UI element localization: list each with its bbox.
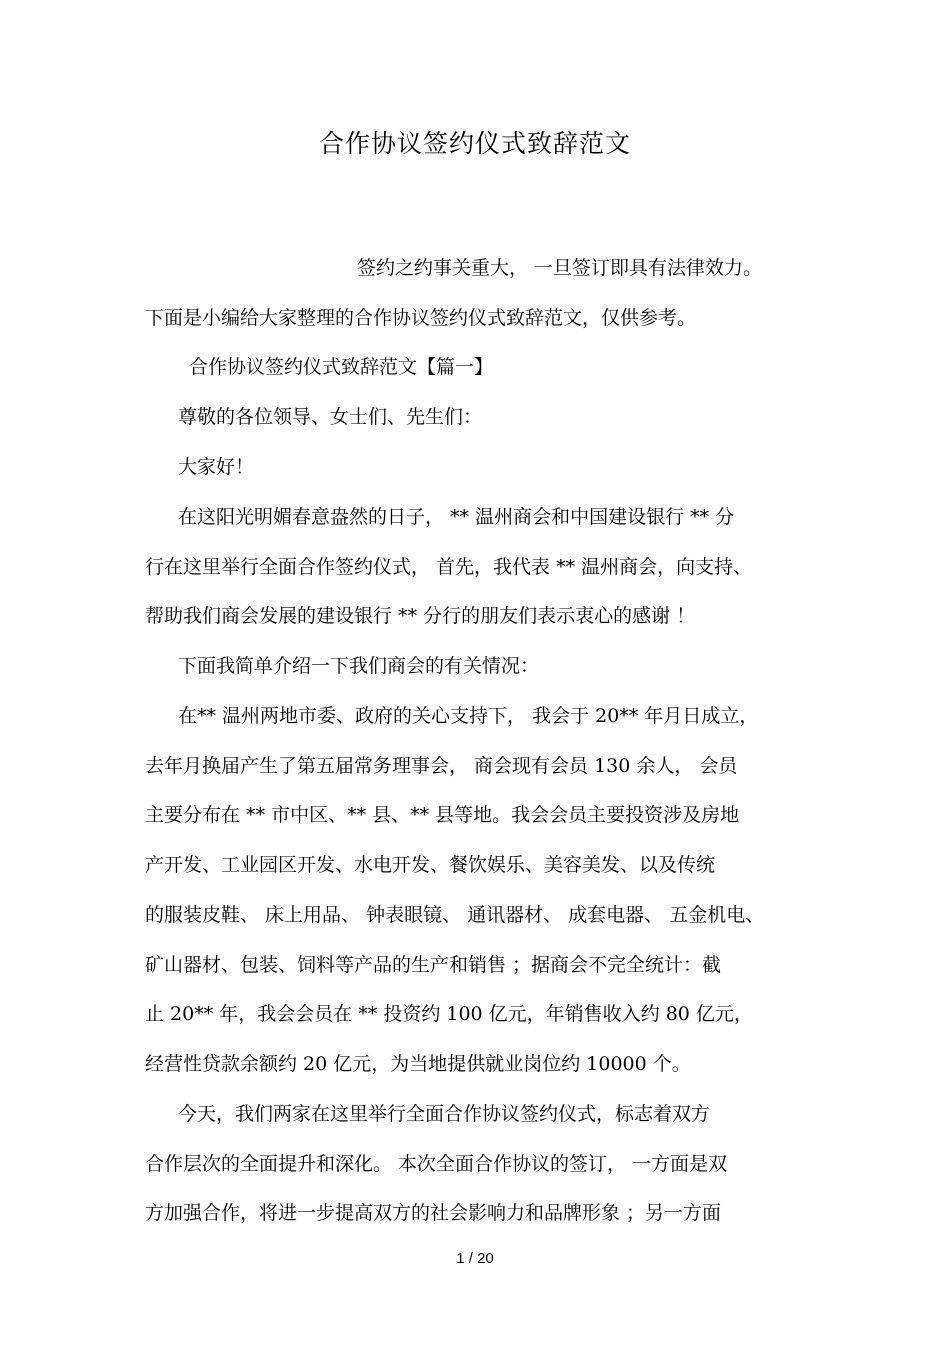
section-heading: 合作协议签约仪式致辞范文【篇一】 [189,356,494,378]
text-line: 帮助我们商会发展的建设银行 ** 分行的朋友们表示衷心的感谢 ！ [145,605,696,627]
text-line: 今天，我们两家在这里举行全面合作协议签约仪式，标志着双方 [178,1103,711,1125]
text-line: 在这阳光明媚春意盎然的日子， ** 温州商会和中国建设银行 ** 分 [178,506,735,528]
page-indicator: 1 / 20 [456,1250,494,1267]
text-line: 去年月换届产生了第五届常务理事会， 商会现有会员 130 余人， 会员 [145,755,738,777]
text-line: 方加强合作，将进一步提高双方的社会影响力和品牌形象 ；另一方面 [145,1202,722,1224]
greeting: 大家好！ [178,456,255,478]
text-line: 止 20** 年，我会会员在 ** 投资约 100 亿元，年销售收入约 80 亿元， [145,1003,753,1025]
text-line: 经营性贷款余额约 20 亿元，为当地提供就业岗位约 10000 个。 [145,1053,691,1075]
text-line: 签约之约事关重大， 一旦签订即具有法律效力。 [357,257,763,279]
text-line: 主要分布在 ** 市中区、** 县、** 县等地。我会会员主要投资涉及房地 [145,804,740,826]
text-line: 的服装皮鞋、 床上用品、 钟表眼镜、 通讯器材、 成套电器、 五金机电、 [145,904,765,926]
text-line: 在** 温州两地市委、政府的关心支持下， 我会于 20** 年月日成立， [178,705,759,727]
document-title: 合作协议签约仪式致辞范文 [318,129,631,158]
salutation: 尊敬的各位领导、女士们、先生们： [178,406,483,428]
text-line: 产开发、工业园区开发、水电开发、餐饮娱乐、美容美发、以及传统 [145,854,716,876]
text-line: 行在这里举行全面合作签约仪式， 首先，我代表 ** 温州商会，向支持、 [145,556,753,578]
text-line: 下面我简单介绍一下我们商会的有关情况： [178,655,540,677]
text-line: 下面是小编给大家整理的合作协议签约仪式致辞范文，仅供参考。 [145,307,697,329]
text-line: 矿山器材、包装、饲料等产品的生产和销售 ；据商会不完全统计：截 [145,954,722,976]
text-line: 合作层次的全面提升和深化。 本次全面合作协议的签订， 一方面是双 [145,1153,728,1175]
